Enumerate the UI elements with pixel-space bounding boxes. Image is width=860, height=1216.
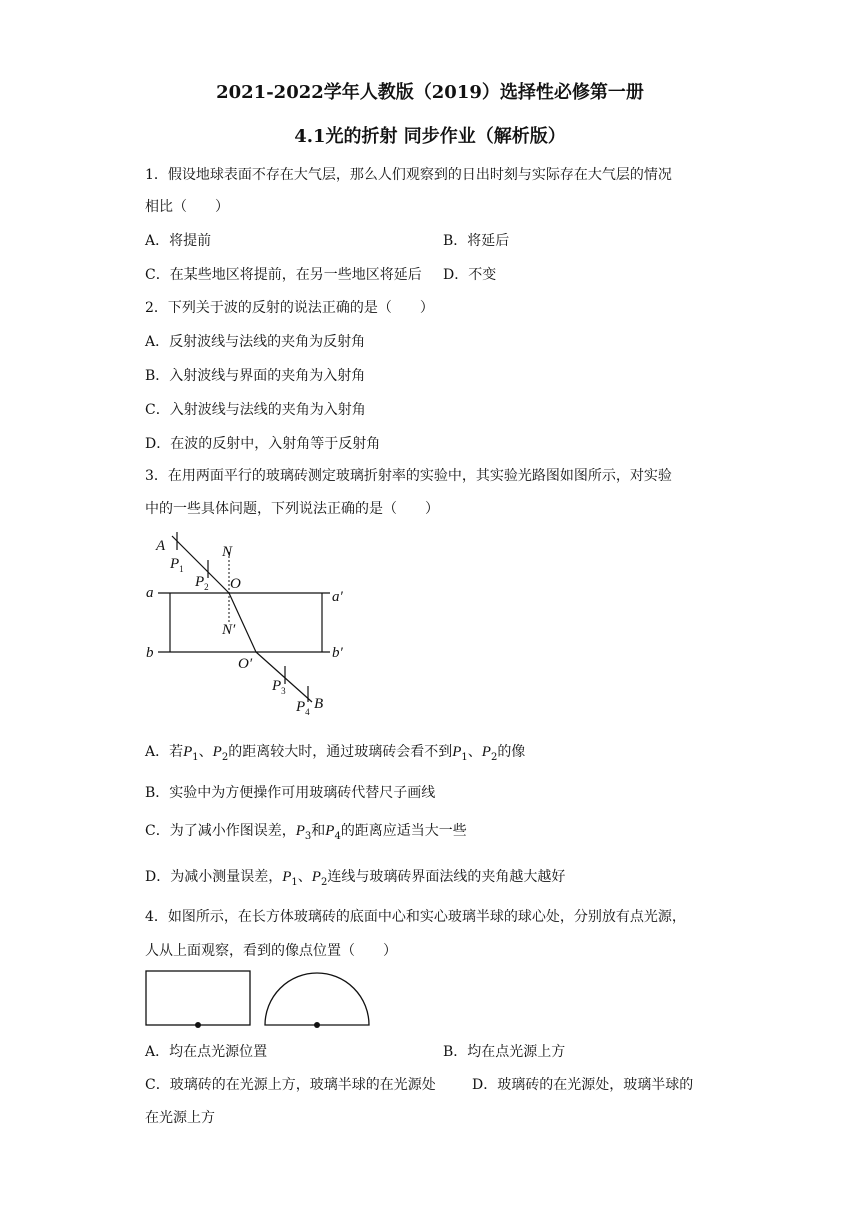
q2-option-b: B．入射波线与界面的夹角为入射角 [145,368,366,384]
q2-option-c: C．入射波线与法线的夹角为入射角 [145,402,366,418]
label-P2-sub: 2 [204,582,209,592]
q3-option-d: D．为减小测量误差，$P_1$、$P_2$连线与玻璃砖界面法线的夹角越大越好 [145,869,566,888]
label-P4-sub: 4 [305,707,310,717]
refraction-diagram [140,530,360,725]
q2-option-d: D．在波的反射中，入射角等于反射角 [145,436,381,452]
q4-stem-line1: 4．如图所示，在长方体玻璃砖的底面中心和实心玻璃半球的球心处，分别放有点光源， [145,909,686,925]
q1-option-a: A．将提前 [145,233,212,249]
light-source-brick [195,1022,201,1028]
label-a: a [146,585,154,601]
q4-option-d-line1: D．玻璃砖的在光源处，玻璃半球的 [472,1077,694,1093]
label-N: N [222,544,233,560]
q1-stem-line2: 相比（ ） [145,199,229,215]
glass-brick [146,971,250,1025]
q3-stem-line1: 3．在用两面平行的玻璃砖测定玻璃折射率的实验中，其实验光路图如图所示，对实验 [145,468,672,484]
q4-option-b: B．均在点光源上方 [443,1044,566,1060]
q3-option-b: B．实验中为方便操作可用玻璃砖代替尺子画线 [145,785,436,801]
label-P1: $P_1$ [170,556,184,574]
q4-stem-line2: 人从上面观察，看到的像点位置（ ） [145,943,397,959]
q1-option-b: B．将延后 [443,233,510,249]
q3-option-a: A．若$P_1$、$P_2$的距离较大时，通过玻璃砖会看不到$P_1$、$P_2$的像 [145,744,526,763]
label-b: b [146,645,154,661]
q1-option-c: C．在某些地区将提前，在另一些地区将延后 [145,267,422,283]
page-title-line2: 4.1光的折射 同步作业（解析版） [294,126,566,147]
q3-option-c: C．为了减小作图误差，$P_3$和$P_4$的距离应适当大一些 [145,823,467,842]
label-O: O [230,576,241,592]
glass-hemisphere [265,973,369,1025]
label-b-prime: b′ [332,645,343,661]
q4-option-c: C．玻璃砖的在光源上方，玻璃半球的在光源处 [145,1077,436,1093]
label-N-prime: N′ [222,622,236,638]
label-A: A [156,538,166,554]
q4-option-d-line2: 在光源上方 [145,1110,215,1126]
label-P1-sub: 1 [179,564,184,574]
q1-stem-line1: 1．假设地球表面不存在大气层，那么人们观察到的日出时刻与实际存在大气层的情况 [145,167,672,183]
light-source-hemisphere [314,1022,320,1028]
q4-option-a: A．均在点光源位置 [145,1044,268,1060]
label-O-prime: O′ [238,656,253,672]
label-a-prime: a′ [332,589,343,605]
q1-option-d: D．不变 [443,267,497,283]
label-B: B [314,696,324,712]
glass-shapes-diagram [140,965,390,1035]
page-title-line1: 2021-2022学年人教版（2019）选择性必修第一册 [216,82,644,103]
label-P2: $P_2$ [195,574,209,592]
label-P3: $P_3$ [272,678,286,696]
q2-option-a: A．反射波线与法线的夹角为反射角 [145,334,366,350]
q3-stem-line2: 中的一些具体问题，下列说法正确的是（ ） [145,501,439,517]
label-P4: $P_4$ [296,699,310,717]
label-P3-sub: 3 [281,686,286,696]
q2-stem: 2．下列关于波的反射的说法正确的是（ ） [145,300,434,316]
